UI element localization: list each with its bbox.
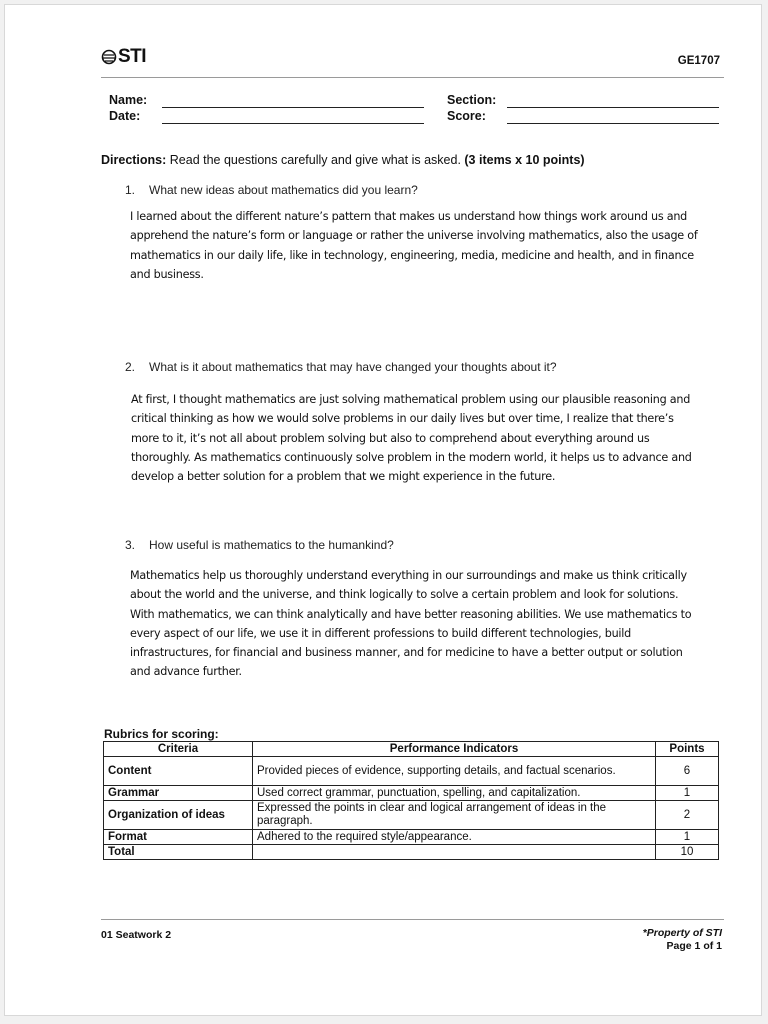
question-2-text: What is it about mathematics that may have changed your thoughts about it? [149,360,557,374]
logo-text: STI [118,46,147,67]
rubric-row-format [104,830,719,845]
directions [101,153,585,167]
rubric-points: 6 [656,757,719,786]
name-field[interactable] [162,107,424,108]
rubric-points: 2 [656,801,719,830]
rubric-criteria: Grammar [104,786,253,801]
sti-logo [101,46,146,68]
sti-logo-icon [101,49,117,65]
footer-divider [101,919,724,920]
rubric-indicator: Adhered to the required style/appearance. [253,830,656,845]
question-3-text: How useful is mathematics to the humankind? [149,538,394,552]
rubric-points: 1 [656,786,719,801]
question-2-number: 2. [125,360,136,374]
section-field[interactable] [507,107,719,108]
header-divider [101,77,724,78]
question-2 [125,360,557,374]
footer-property: *Property of STI [642,927,722,939]
rubric-header-points: Points [656,742,719,757]
score-field[interactable] [507,123,719,124]
rubric-table [103,741,719,860]
rubric-header-row [104,742,719,757]
question-1-number: 1. [125,183,136,197]
rubric-criteria: Content [104,757,253,786]
question-1-text: What new ideas about mathematics did you learn? [149,183,418,197]
score-label: Score: [447,109,486,123]
directions-label: Directions: [101,153,167,167]
rubric-row-organization [104,801,719,830]
date-field[interactable] [162,123,424,124]
name-label: Name: [109,93,148,107]
rubric-indicator: Used correct grammar, punctuation, spelling, and capitalization. [253,786,656,801]
answer-1: I learned about the different nature’s pattern that makes us understand how things work around us and apprehend the nature’s form or language or rather the universe involving mathematics, also the usage of mathematics in our daily life, like in technology, engineering, media, medicine and health, and in finance and business. [130,210,698,281]
section-label: Section: [447,93,497,107]
rubric-title: Rubrics for scoring: [104,727,219,741]
footer-right [643,927,722,953]
question-3 [125,538,394,552]
rubric-indicator [253,845,656,860]
date-label: Date: [109,109,141,123]
directions-points: (3 items x 10 points) [464,153,585,167]
course-code: GE1707 [677,55,720,67]
rubric-row-content [104,757,719,786]
rubric-indicator: Expressed the points in clear and logical arrangement of ideas in the paragraph. [253,801,656,830]
rubric-row-total [104,845,719,860]
question-1 [125,183,418,197]
rubric-indicator: Provided pieces of evidence, supporting details, and factual scenarios. [253,757,656,786]
rubric-criteria: Format [104,830,253,845]
rubric-criteria: Organization of ideas [104,801,253,830]
rubric-criteria: Total [104,845,253,860]
answer-3: Mathematics help us thoroughly understand everything in our surroundings and make us think critically about the world and the universe, and think logically to solve a certain problem and look for solutions. With mathematics, we can think analytically and have better reasoning abilities. We use mathematics to every aspect of our life, we use it in different professions to build different technologies, build infrastructures, for financial and business manner, and for medicine to have a better output or solution and advance further. [130,569,692,679]
rubric-header-criteria: Criteria [104,742,253,757]
answer-2: At first, I thought mathematics are just solving mathematical problem using our plausible reasoning and critical thinking as how we would solve problems in our daily lives but over time, I realize that there’s more to it, it’s not all about problem solving but also to comprehend about everything around us thoroughly. As mathematics continuously solve problem in the modern world, it helps us to advance and develop a better solution for a problem that we might experience in the future. [131,393,692,484]
rubric-header-indicators: Performance Indicators [253,742,656,757]
question-3-number: 3. [125,538,136,552]
rubric-points: 1 [656,830,719,845]
rubric-points: 10 [656,845,719,860]
footer-activity: 01 Seatwork 2 [101,929,172,941]
rubric-row-grammar [104,786,719,801]
footer-page-number: Page 1 of 1 [666,940,722,952]
directions-text: Read the questions carefully and give what is asked. [166,153,465,167]
